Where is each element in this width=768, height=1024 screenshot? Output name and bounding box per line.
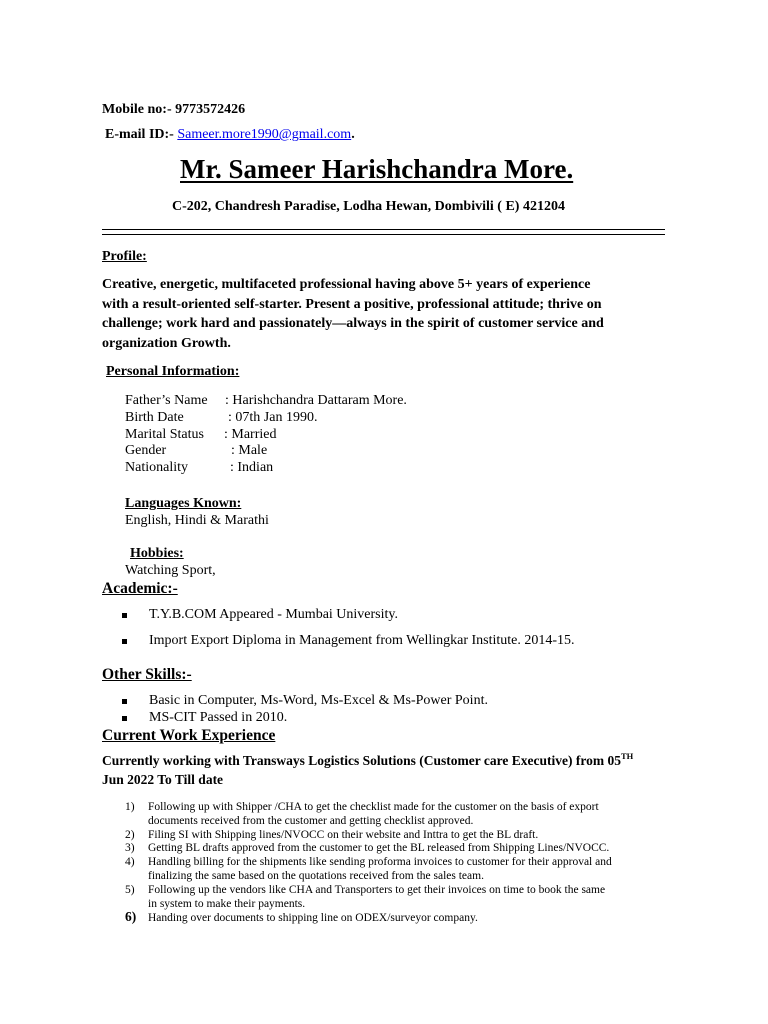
duty-item [125,842,610,856]
skills-heading: Other Skills:- [102,666,192,683]
duty-line: documents received from the customer and getting checklist approved. [148,814,474,827]
work-intro-line [102,751,682,770]
duty-number: 3) [125,842,135,855]
mobile-label: Mobile no:- [102,102,172,117]
field-value: : 07th Jan 1990. [228,409,318,425]
duty-number: 5) [125,883,135,896]
duty-line: in system to make their payments. [148,897,306,910]
duty-item [125,856,612,884]
work-intro [102,751,682,789]
bullet-icon [122,639,127,644]
mobile-line [102,102,245,118]
academic-item-text: Import Export Diploma in Management from Wellingkar Institute. 2014-15. [149,633,575,648]
work-intro-line: Jun 2022 To Till date [102,772,224,787]
profile-line: Creative, energetic, multifaceted professional having above 5+ years of experience [102,277,591,292]
duty-line: Handing over documents to shipping line on ODEX/surveyor company. [148,912,478,925]
bullet-icon [122,716,127,721]
personal-heading: Personal Information: [106,364,240,379]
field-row [125,409,318,427]
profile-line: organization Growth. [102,335,231,351]
profile-text [102,275,662,353]
duty-line: finalizing the same based on the quotations received from the sales team. [148,869,484,882]
hobbies-heading: Hobbies: [130,546,184,561]
duty-number: 1) [125,801,135,813]
duty-number: 4) [125,856,135,869]
languages-heading: Languages Known: [125,496,242,511]
field-value: : Harishchandra Dattaram More. [225,393,407,408]
field-label: Nationality [125,460,188,476]
profile-line: with a result-oriented self-starter. Present a positive, professional attitude; thrive on [102,296,602,312]
field-value: : Married [224,426,277,442]
hobbies-value: Watching Sport, [125,563,216,578]
email-link[interactable]: Sameer.more1990@gmail.com [177,127,352,142]
field-label: Gender [125,443,167,459]
languages-value: English, Hindi & Marathi [125,513,269,528]
field-row [125,393,407,410]
field-value: : Male [231,443,268,459]
personal-fields [125,393,407,477]
duty-item [125,829,589,843]
email-line [105,127,355,143]
duty-line: Getting BL drafts approved from the customer to get the BL released from Shipping Lines/NVOCC. [148,842,610,855]
skills-item-text: Basic in Computer, Ms-Word, Ms-Excel & Ms-Power Point. [149,693,488,708]
profile-heading: Profile: [102,249,147,264]
work-heading: Current Work Experience [102,727,276,744]
duty-line: Handling billing for the shipments like sending proforma invoices to customer for their approval and [148,856,612,869]
address: C-202, Chandresh Paradise, Lodha Hewan, Dombivili ( E) 421204 [172,199,565,214]
field-label: Father’s Name [125,393,208,408]
profile-line: challenge; work hard and passionately—always in the spirit of customer service and [102,316,604,331]
email-suffix: . [351,127,355,142]
duties-list [125,801,612,926]
header-divider [102,229,665,235]
field-label: Birth Date [125,409,184,425]
duty-line: Following up the vendors like CHA and Transporters to get their invoices on time to book the same [148,883,606,896]
academic-heading: Academic:- [102,580,178,597]
bullet-icon [122,613,127,618]
academic-item-text: T.Y.B.COM Appeared - Mumbai University. [149,607,398,622]
email-label: E-mail ID:- [105,127,174,142]
field-row [125,443,268,460]
duty-line: Following up with Shipper /CHA to get the checklist made for the customer on the basis of export [148,801,599,813]
bullet-icon [122,699,127,704]
duty-item [125,909,589,926]
duty-line: Filing SI with Shipping lines/NVOCC on their website and Inttra to get the BL draft. [148,828,539,841]
field-label: Marital Status [125,426,204,442]
work-intro-sup: TH [621,751,634,761]
field-row [125,426,277,444]
candidate-name: Mr. Sameer Harishchandra More. [180,154,574,184]
field-value: : Indian [230,460,274,476]
duty-item [125,801,599,829]
skills-item-text: MS-CIT Passed in 2010. [149,710,288,725]
mobile-value: 9773572426 [175,102,246,117]
duty-item [125,883,606,912]
work-intro-text: Currently working with Transways Logistics Solutions (Customer care Executive) from 05 [102,753,621,768]
field-row [125,460,274,477]
duty-number: 2) [125,828,135,841]
duty-number: 6) [125,909,137,925]
